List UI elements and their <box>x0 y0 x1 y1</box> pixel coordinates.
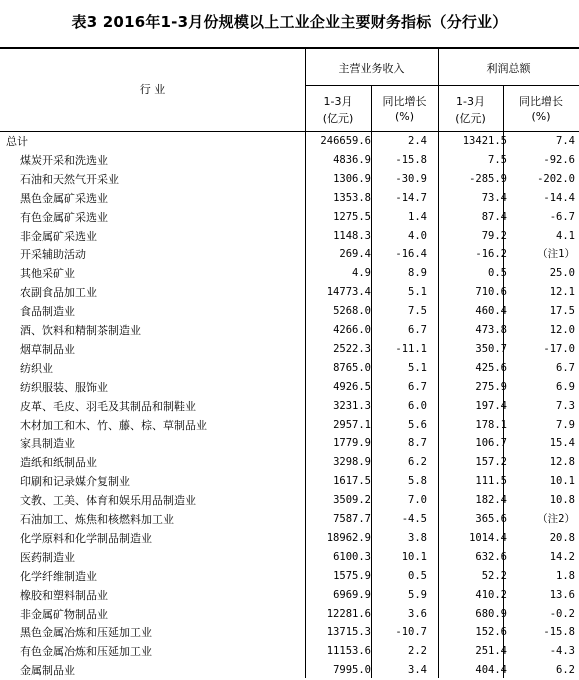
profit-value: 425.6 <box>475 361 507 374</box>
profit-value: 404.4 <box>475 664 507 677</box>
table-row <box>0 453 579 472</box>
revenue-growth: -16.4 <box>395 248 427 261</box>
table-row <box>0 661 579 680</box>
revenue-value: 4.9 <box>352 267 371 280</box>
profit-value: 52.2 <box>481 569 507 582</box>
table-row <box>0 605 579 624</box>
profit-value: 410.2 <box>475 588 507 601</box>
profit-value: 251.4 <box>475 645 507 658</box>
header-col3-line2: (亿元) <box>455 112 486 125</box>
profit-growth: 17.5 <box>549 305 575 318</box>
industry-name: 酒、饮料和精制茶制造业 <box>20 324 141 337</box>
profit-growth: 13.6 <box>549 588 575 601</box>
revenue-growth: 5.1 <box>408 286 427 299</box>
profit-growth: （注1） <box>537 248 575 261</box>
revenue-growth: 3.4 <box>408 664 427 677</box>
revenue-growth: 0.5 <box>408 569 427 582</box>
header-col4-line1: 同比增长 <box>519 95 563 108</box>
industry-name: 纺织业 <box>20 361 53 375</box>
profit-value: 182.4 <box>475 494 507 507</box>
industry-name: 黑色金属矿采选业 <box>20 191 108 205</box>
header-col4-line2: (%) <box>531 110 551 123</box>
table-row <box>0 567 579 586</box>
revenue-growth: 3.8 <box>408 531 427 544</box>
profit-growth: 6.9 <box>556 380 575 393</box>
revenue-growth: 3.6 <box>408 607 427 620</box>
table-row <box>0 491 579 510</box>
revenue-growth: 4.0 <box>408 229 427 242</box>
revenue-value: 4836.9 <box>333 153 371 166</box>
industry-name: 黑色金属冶炼和压延加工业 <box>20 626 152 640</box>
revenue-value: 3298.9 <box>333 456 371 469</box>
profit-value: 152.6 <box>475 626 507 639</box>
industry-name: 皮革、毛皮、羽毛及其制品和制鞋业 <box>20 399 196 413</box>
revenue-growth: 5.6 <box>408 418 427 431</box>
header-revenue-group: 主营业务收入 <box>338 62 405 75</box>
revenue-growth: -15.8 <box>395 153 427 166</box>
profit-growth: 20.8 <box>549 531 575 544</box>
industry-name: 纺织服装、服饰业 <box>20 380 108 394</box>
industry-name: 开采辅助活动 <box>20 248 86 262</box>
revenue-value: 1353.8 <box>333 191 371 204</box>
profit-growth: 10.1 <box>549 475 575 488</box>
revenue-growth: 6.7 <box>408 380 427 393</box>
profit-growth: 15.4 <box>549 437 575 450</box>
profit-growth: -0.2 <box>549 607 575 620</box>
revenue-value: 8765.0 <box>333 361 371 374</box>
revenue-growth: 7.5 <box>408 305 427 318</box>
profit-value: 111.5 <box>475 475 507 488</box>
revenue-growth: 6.7 <box>408 324 427 336</box>
revenue-value: 14773.4 <box>326 286 371 299</box>
header-profit-group: 利润总额 <box>486 62 531 75</box>
profit-growth: 12.1 <box>549 286 575 299</box>
profit-value: 79.2 <box>481 229 507 242</box>
profit-growth: 10.8 <box>549 494 575 507</box>
profit-growth: -202.0 <box>537 172 575 185</box>
revenue-value: 6100.3 <box>333 550 371 563</box>
profit-value: 0.5 <box>488 267 507 280</box>
revenue-value: 1779.9 <box>333 437 371 450</box>
table-row <box>0 227 579 246</box>
profit-growth: 4.1 <box>556 229 575 242</box>
revenue-value: 13715.3 <box>326 626 371 639</box>
revenue-growth: 2.2 <box>408 645 427 658</box>
profit-value: 365.6 <box>475 513 507 525</box>
table-row <box>0 472 579 491</box>
revenue-value: 18962.9 <box>326 531 371 544</box>
profit-value: 473.8 <box>475 324 507 336</box>
profit-value: 7.5 <box>488 153 507 166</box>
industry-name: 非金属矿物制品业 <box>20 607 108 621</box>
group-rule <box>305 85 579 86</box>
revenue-value: 1306.9 <box>333 172 371 185</box>
header-col1-line2: (亿元) <box>322 112 354 125</box>
revenue-value: 1575.9 <box>333 569 371 582</box>
revenue-growth: 2.4 <box>408 135 427 147</box>
profit-value: 13421.5 <box>462 135 507 147</box>
profit-growth: 6.7 <box>556 361 575 374</box>
table-row <box>0 340 579 359</box>
profit-growth: -6.7 <box>549 210 575 223</box>
industry-name: 石油加工、炼焦和核燃料加工业 <box>20 513 174 526</box>
revenue-value: 1275.5 <box>333 210 371 223</box>
profit-value: 87.4 <box>481 210 507 223</box>
revenue-growth: 5.9 <box>408 588 427 601</box>
header-col2-line1: 同比增长 <box>382 95 427 108</box>
revenue-value: 4926.5 <box>333 380 371 393</box>
profit-value: 460.4 <box>475 305 507 318</box>
industry-name: 木材加工和木、竹、藤、棕、草制品业 <box>20 418 207 432</box>
revenue-growth: 5.8 <box>408 475 427 488</box>
revenue-growth: 1.4 <box>408 210 427 223</box>
profit-growth: 6.2 <box>556 664 575 677</box>
revenue-value: 269.4 <box>339 248 371 261</box>
table-row <box>0 586 579 605</box>
profit-growth: 7.3 <box>556 399 575 412</box>
revenue-value: 12281.6 <box>326 607 371 620</box>
revenue-value: 11153.6 <box>326 645 371 658</box>
profit-growth: 12.8 <box>549 456 575 469</box>
revenue-value: 1148.3 <box>333 229 371 242</box>
table-row <box>0 151 579 170</box>
header-col2-line2: (%) <box>394 110 415 123</box>
table-row <box>0 170 579 189</box>
revenue-value: 2522.3 <box>333 342 371 355</box>
revenue-growth: 10.1 <box>401 550 427 563</box>
table-row <box>0 548 579 567</box>
profit-growth: 7.9 <box>556 418 575 431</box>
profit-growth: 1.8 <box>556 569 575 582</box>
profit-growth: -15.8 <box>543 626 575 639</box>
revenue-growth: -30.9 <box>395 172 427 185</box>
table-row <box>0 416 579 435</box>
profit-value: 1014.4 <box>469 531 507 544</box>
industry-name: 石油和天然气开采业 <box>20 172 119 186</box>
revenue-growth: 6.0 <box>408 399 427 412</box>
profit-growth: 25.0 <box>549 267 575 280</box>
table-row <box>0 642 579 661</box>
profit-value: 680.9 <box>475 607 507 620</box>
revenue-growth: 8.7 <box>408 437 427 450</box>
revenue-growth: 6.2 <box>408 456 427 469</box>
industry-name: 有色金属矿采选业 <box>20 210 108 224</box>
table-title: 表3 2016年1-3月份规模以上工业企业主要财务指标（分行业） <box>71 13 508 31</box>
industry-name: 化学原料和化学制品制造业 <box>20 531 152 545</box>
table-row <box>0 434 579 453</box>
profit-growth: -4.3 <box>549 645 575 658</box>
revenue-value: 7587.7 <box>333 513 371 525</box>
industry-name: 造纸和纸制品业 <box>20 456 97 470</box>
table-row <box>0 264 579 283</box>
revenue-value: 6969.9 <box>333 588 371 601</box>
industry-name: 总计 <box>6 135 28 148</box>
profit-value: 106.7 <box>475 437 507 450</box>
revenue-growth: -14.7 <box>395 191 427 204</box>
industry-name: 橡胶和塑料制品业 <box>20 588 108 602</box>
table-row <box>0 245 579 264</box>
profit-value: -285.9 <box>469 172 507 185</box>
revenue-growth: -11.1 <box>395 342 427 355</box>
profit-growth: -14.4 <box>543 191 575 204</box>
table-row <box>0 189 579 208</box>
revenue-value: 3509.2 <box>333 494 371 507</box>
revenue-value: 246659.6 <box>320 135 371 147</box>
industry-name: 化学纤维制造业 <box>20 569 97 583</box>
profit-value: 275.9 <box>475 380 507 393</box>
table-row <box>0 302 579 321</box>
table-row <box>0 283 579 302</box>
profit-value: -16.2 <box>475 248 507 261</box>
profit-value: 197.4 <box>475 399 507 412</box>
profit-value: 632.6 <box>475 550 507 563</box>
industry-name: 家具制造业 <box>20 437 75 451</box>
table-row <box>0 378 579 397</box>
revenue-value: 7995.0 <box>333 664 371 677</box>
header-industry: 行 业 <box>139 83 166 96</box>
table-row <box>0 359 579 378</box>
revenue-value: 5268.0 <box>333 305 371 318</box>
table-row <box>0 510 579 529</box>
revenue-growth: -10.7 <box>395 626 427 639</box>
revenue-growth: -4.5 <box>401 513 427 525</box>
revenue-value: 2957.1 <box>333 418 371 431</box>
industry-name: 非金属矿采选业 <box>20 229 97 243</box>
table-row <box>0 321 579 340</box>
revenue-value: 1617.5 <box>333 475 371 488</box>
industry-name: 烟草制品业 <box>20 342 75 356</box>
industry-name: 有色金属冶炼和压延加工业 <box>20 645 152 659</box>
revenue-growth: 8.9 <box>408 267 427 280</box>
industry-name: 金属制品业 <box>20 664 75 678</box>
profit-value: 178.1 <box>475 418 507 431</box>
table-row <box>0 397 579 416</box>
table-row <box>0 208 579 227</box>
industry-name: 医药制造业 <box>20 550 75 564</box>
revenue-value: 4266.0 <box>333 324 371 336</box>
profit-value: 350.7 <box>475 342 507 355</box>
profit-growth: 7.4 <box>556 135 575 147</box>
industry-name: 文教、工美、体育和娱乐用品制造业 <box>20 494 196 508</box>
revenue-growth: 5.1 <box>408 361 427 374</box>
revenue-value: 3231.3 <box>333 399 371 412</box>
industry-name: 煤炭开采和洗选业 <box>20 153 108 167</box>
profit-value: 73.4 <box>481 191 507 204</box>
header-col3-line1: 1-3月 <box>456 95 485 108</box>
profit-growth: 14.2 <box>549 550 575 563</box>
industry-name: 其他采矿业 <box>20 267 75 281</box>
table-row <box>0 623 579 642</box>
profit-growth: 12.0 <box>549 324 575 336</box>
table-row <box>0 529 579 548</box>
profit-value: 710.6 <box>475 286 507 299</box>
table-row <box>0 132 579 151</box>
revenue-growth: 7.0 <box>408 494 427 507</box>
top-rule <box>0 47 579 49</box>
header-col1-line1: 1-3月 <box>323 95 353 108</box>
industry-name: 印刷和记录媒介复制业 <box>20 475 130 489</box>
industry-name: 食品制造业 <box>20 305 75 319</box>
industry-name: 农副食品加工业 <box>20 286 97 300</box>
profit-growth: （注2） <box>537 513 575 525</box>
profit-value: 157.2 <box>475 456 507 469</box>
profit-growth: -92.6 <box>543 153 575 166</box>
profit-growth: -17.0 <box>543 342 575 355</box>
